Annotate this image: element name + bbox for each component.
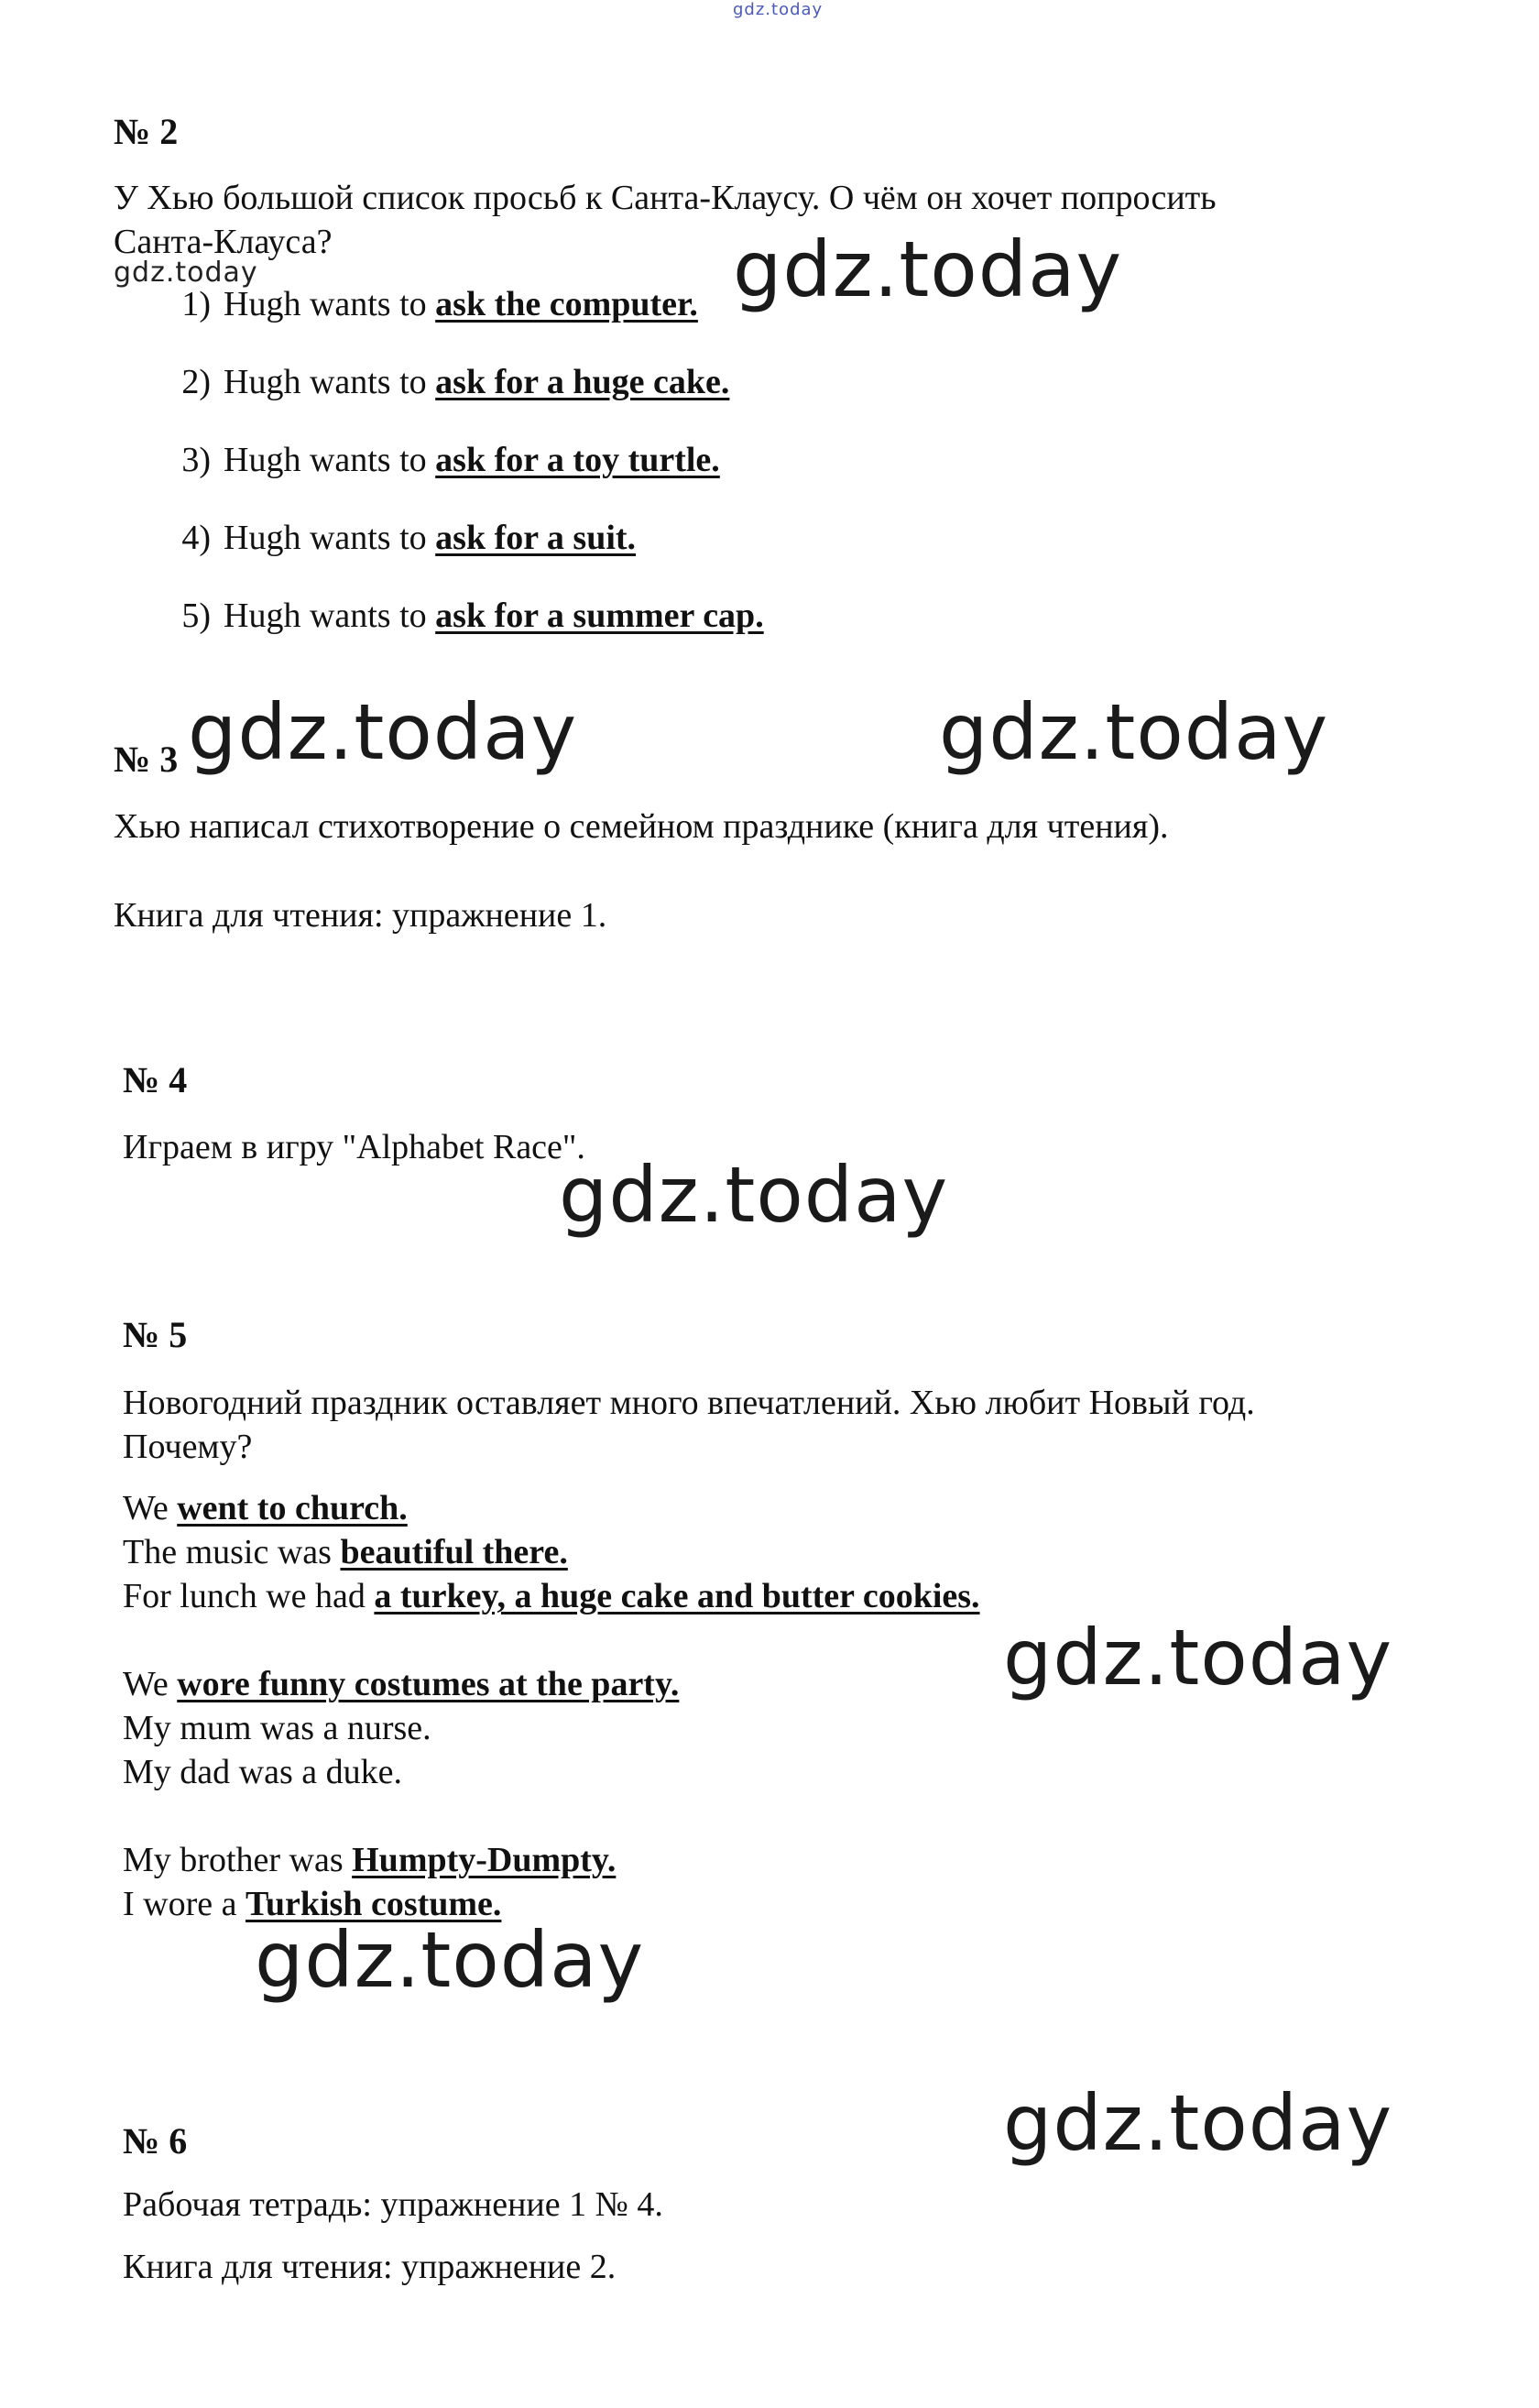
list-item — [163, 440, 720, 480]
poem-line — [123, 1838, 616, 1882]
watermark-3: gdz.today — [939, 687, 1329, 777]
watermark-small: gdz.today — [114, 257, 258, 289]
list-item — [163, 284, 698, 324]
item-number: 3) — [181, 441, 211, 479]
poem-line-text: We — [123, 1665, 178, 1703]
poem-line — [123, 1574, 980, 1618]
section-5-task-line-1: Новогодний праздник оставляет много впечатлений. Хью любит Новый год. — [123, 1384, 1255, 1422]
watermark-top: gdz.today — [733, 0, 824, 19]
item-number: 2) — [181, 363, 211, 401]
poem-line-text: We — [123, 1489, 178, 1527]
item-number: 1) — [181, 285, 211, 323]
watermark-7: gdz.today — [1003, 2078, 1393, 2168]
section-5-task-line-2: Почему? — [123, 1428, 253, 1466]
section-6-heading: № 6 — [123, 2120, 188, 2162]
list-item — [163, 596, 764, 636]
poem-line-text: My brother was — [123, 1841, 353, 1879]
item-prefix: Hugh wants to — [224, 519, 436, 557]
section-4-heading: № 4 — [123, 1059, 188, 1100]
item-answer: ask for a suit. — [435, 519, 637, 557]
watermark-5: gdz.today — [1003, 1613, 1393, 1702]
section-2-heading: № 2 — [114, 111, 179, 152]
section-6-line-2: Книга для чтения: упражнение 2. — [123, 2248, 617, 2286]
poem-line-answer: beautiful there. — [340, 1533, 568, 1571]
poem-line-answer: a turkey, a huge cake and butter cookies. — [374, 1577, 980, 1615]
poem-line-answer: Turkish costume. — [245, 1885, 502, 1923]
item-number: 4) — [181, 519, 211, 557]
section-2-task-line-2: Санта-Клауса? — [114, 223, 333, 261]
list-item — [163, 518, 636, 558]
item-prefix: Hugh wants to — [224, 441, 436, 479]
poem-line: My mum was a nurse. — [123, 1709, 431, 1747]
item-answer: ask for a huge cake. — [435, 363, 730, 401]
section-4-task: Играем в игру "Alphabet Race". — [123, 1128, 585, 1166]
item-prefix: Hugh wants to — [224, 597, 436, 635]
section-6-line-1: Рабочая тетрадь: упражнение 1 № 4. — [123, 2185, 663, 2224]
watermark-1: gdz.today — [733, 224, 1123, 314]
poem-line-answer: wore funny costumes at the party. — [177, 1665, 680, 1703]
section-2-task-line-1: У Хью большой список просьб к Санта-Клаусу. О чём он хочет попросить — [114, 179, 1217, 217]
section-3-note: Книга для чтения: упражнение 1. — [114, 896, 607, 935]
section-3-task: Хью написал стихотворение о семейном празднике (книга для чтения). — [114, 807, 1169, 846]
poem-line-text: I wore a — [123, 1885, 246, 1923]
item-answer: ask for a summer cap. — [435, 597, 764, 635]
item-prefix: Hugh wants to — [224, 363, 436, 401]
poem-line: My dad was a duke. — [123, 1753, 402, 1791]
watermark-6: gdz.today — [255, 1915, 645, 2005]
list-item — [163, 362, 729, 402]
poem-line — [123, 1530, 568, 1574]
poem-line — [123, 1662, 679, 1706]
poem-line-answer: Humpty-Dumpty. — [352, 1841, 617, 1879]
section-5-heading: № 5 — [123, 1314, 188, 1355]
section-3-heading: № 3 — [114, 739, 179, 780]
item-answer: ask the computer. — [435, 285, 698, 323]
poem-line-answer: went to church. — [177, 1489, 408, 1527]
item-prefix: Hugh wants to — [224, 285, 436, 323]
poem-line-text: For lunch we had — [123, 1577, 375, 1615]
item-number: 5) — [181, 597, 211, 635]
poem-line-text: The music was — [123, 1533, 341, 1571]
watermark-4: gdz.today — [559, 1150, 949, 1240]
poem-line — [123, 1486, 408, 1530]
item-answer: ask for a toy turtle. — [435, 441, 720, 479]
watermark-2: gdz.today — [188, 687, 578, 777]
